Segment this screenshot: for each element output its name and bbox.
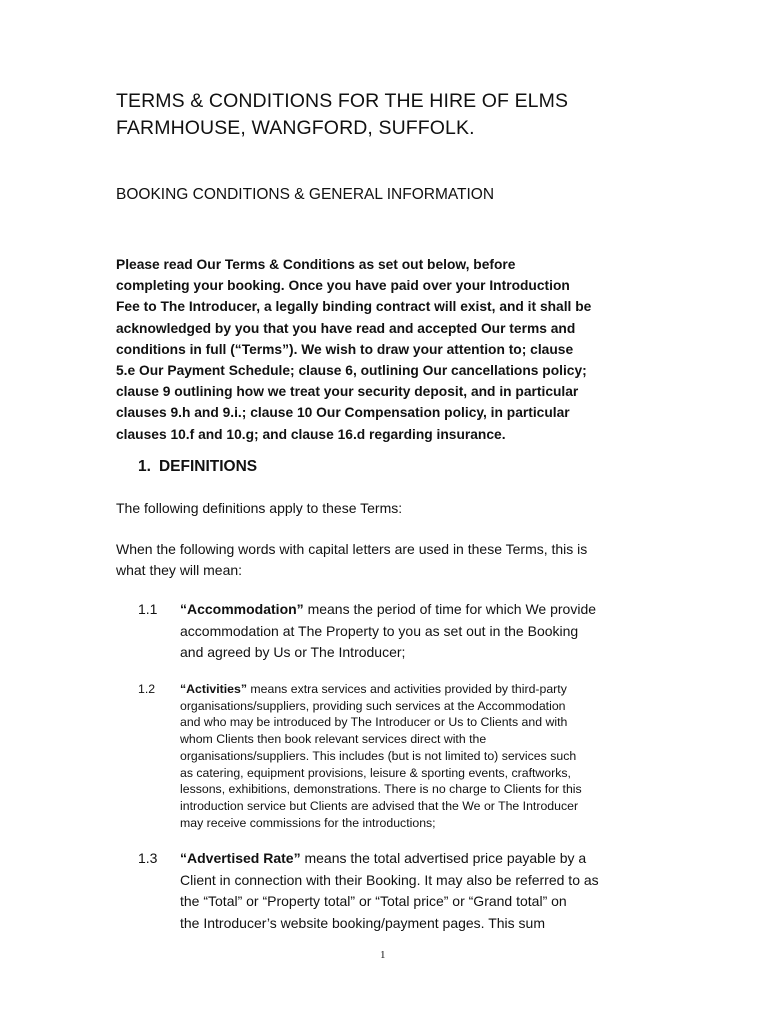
clause-number: 1.2: [138, 682, 156, 696]
clause-line: and who may be introduced by The Introducer or Us to Clients and with: [180, 715, 568, 730]
title-line: FARMHOUSE, WANGFORD, SUFFOLK.: [116, 117, 475, 139]
clause-number: 1.1: [138, 601, 158, 617]
clause-text: means extra services and activities provided by third-party: [246, 682, 567, 696]
page-number: 1: [380, 949, 386, 961]
paragraph-line: The following definitions apply to these Terms:: [116, 500, 403, 516]
intro-line: completing your booking. Once you have paid over your Introduction: [116, 278, 570, 294]
section-number: 1.: [138, 458, 151, 475]
title-line: TERMS & CONDITIONS FOR THE HIRE OF ELMS: [116, 90, 569, 112]
clause-line: whom Clients then book relevant services direct with the: [180, 732, 487, 747]
clause-line: organisations/suppliers. This includes (but is not limited to) services such: [180, 748, 577, 763]
clause-line: accommodation at The Property to you as set out in the Booking: [180, 622, 579, 639]
clause-body: [180, 681, 660, 831]
intro-line: conditions in full (“Terms”). We wish to draw your attention to; clause: [116, 341, 574, 357]
intro-line: 5.e Our Payment Schedule; clause 6, outlining Our cancellations policy;: [116, 363, 587, 379]
section-heading-definitions: [138, 458, 257, 476]
document-title: [116, 88, 676, 142]
document-subtitle: BOOKING CONDITIONS & GENERAL INFORMATION: [116, 186, 495, 203]
clause-line: as catering, equipment provisions, leisure & sporting events, craftworks,: [180, 765, 571, 780]
clause-first-line: [180, 681, 660, 698]
intro-line: Please read Our Terms & Conditions as set out below, before: [116, 257, 516, 272]
clause-line: introduction service but Clients are advised that the We or The Introducer: [180, 798, 579, 813]
intro-line: clauses 9.h and 9.i.; clause 10 Our Compensation policy, in particular: [116, 405, 570, 421]
clause-text: means the period of time for which We provide: [303, 601, 597, 617]
definitions-intro: [116, 498, 656, 519]
intro-paragraph: [116, 254, 656, 445]
clause-line: and agreed by Us or The Introducer;: [180, 644, 406, 660]
clause-first-line: [180, 599, 660, 621]
section-title: DEFINITIONS: [158, 458, 258, 475]
intro-line: acknowledged by you that you have read and accepted Our terms and: [116, 320, 576, 336]
usage-paragraph: [116, 539, 656, 581]
clause-line: the Introducer’s website booking/payment pages. This sum: [180, 914, 545, 931]
clause-body: [180, 599, 660, 664]
clause-line: the “Total” or “Property total” or “Total price” or “Grand total” on: [180, 893, 567, 909]
intro-line: clause 9 outlining how we treat your security deposit, and in particular: [116, 384, 579, 400]
clause-first-line: [180, 848, 660, 870]
clause-line: Client in connection with their Booking. It may also be referred to as: [180, 871, 599, 888]
clause-line: organisations/suppliers, providing such services at the Accommodation: [180, 698, 566, 713]
defined-term: “Activities”: [180, 682, 247, 696]
clause-line: may receive commissions for the introductions;: [180, 815, 436, 830]
intro-line: Fee to The Introducer, a legally binding contract will exist, and it shall be: [116, 299, 592, 315]
defined-term: “Advertised Rate”: [180, 850, 301, 866]
paragraph-line: what they will mean:: [116, 562, 243, 578]
clause-number: 1.3: [138, 850, 158, 866]
clause-text: means the total advertised price payable by a: [300, 850, 587, 866]
intro-line: clauses 10.f and 10.g; and clause 16.d regarding insurance.: [116, 426, 506, 442]
clause-line: lessons, exhibitions, demonstrations. There is no charge to Clients for this: [180, 782, 582, 797]
clause-body: [180, 848, 660, 934]
paragraph-line: When the following words with capital letters are used in these Terms, this is: [116, 541, 588, 557]
defined-term: “Accommodation”: [180, 601, 304, 617]
